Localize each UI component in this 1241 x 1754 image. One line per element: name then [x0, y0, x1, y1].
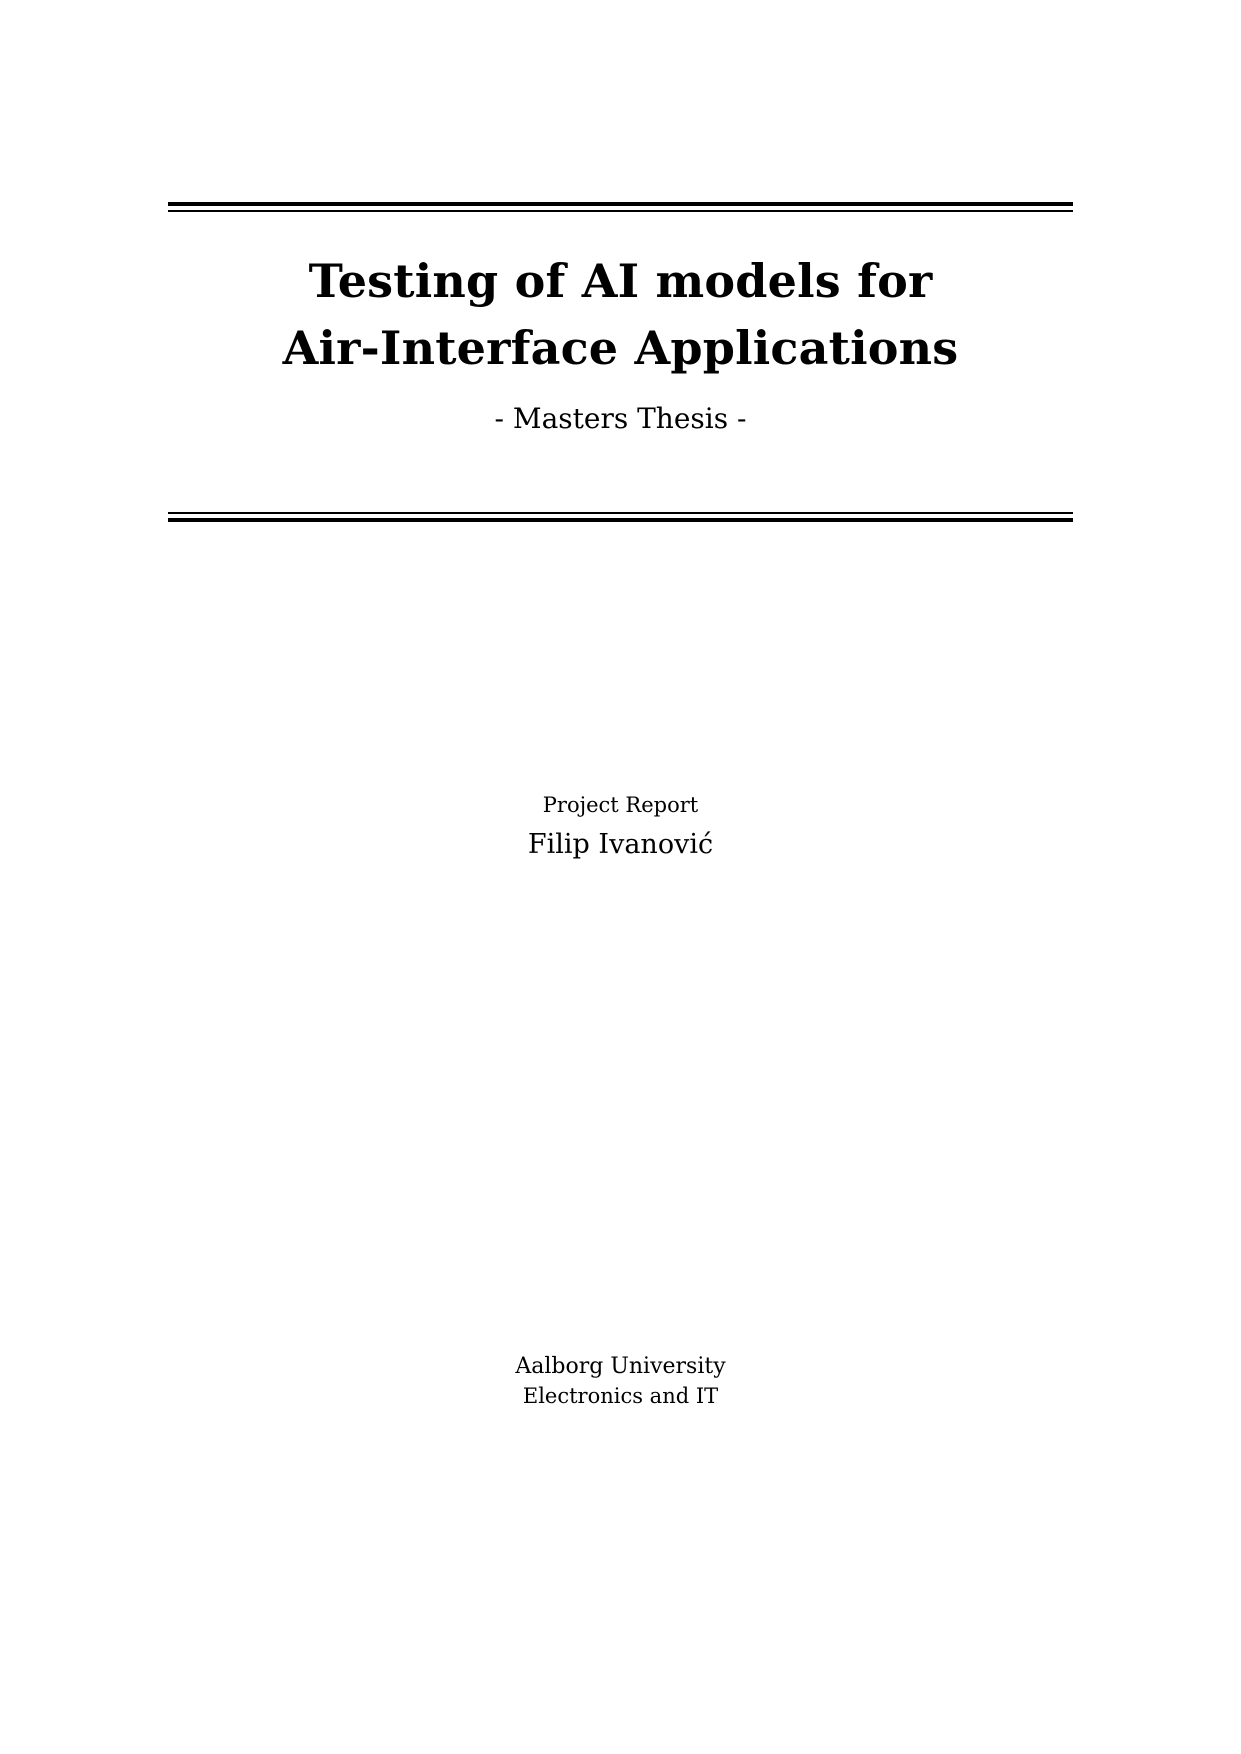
page-subtitle: - Masters Thesis - [494, 402, 747, 435]
institution-section [168, 1352, 1073, 1411]
title-line-1: Testing of AI models for [308, 254, 933, 308]
report-kind-label: Project Report [542, 793, 699, 817]
page-title [168, 248, 1073, 436]
title-line-2: Air-Interface Applications [282, 321, 959, 375]
title-rule-top [168, 202, 1073, 212]
rule-thick-lower [168, 518, 1073, 522]
author-section [168, 790, 1073, 862]
author-name: Filip Ivanović [527, 829, 714, 860]
institution-name: Aalborg University [515, 1354, 726, 1379]
title-rule-bottom [168, 512, 1073, 522]
department-name: Electronics and IT [522, 1384, 719, 1408]
rule-thin-upper [168, 210, 1073, 212]
